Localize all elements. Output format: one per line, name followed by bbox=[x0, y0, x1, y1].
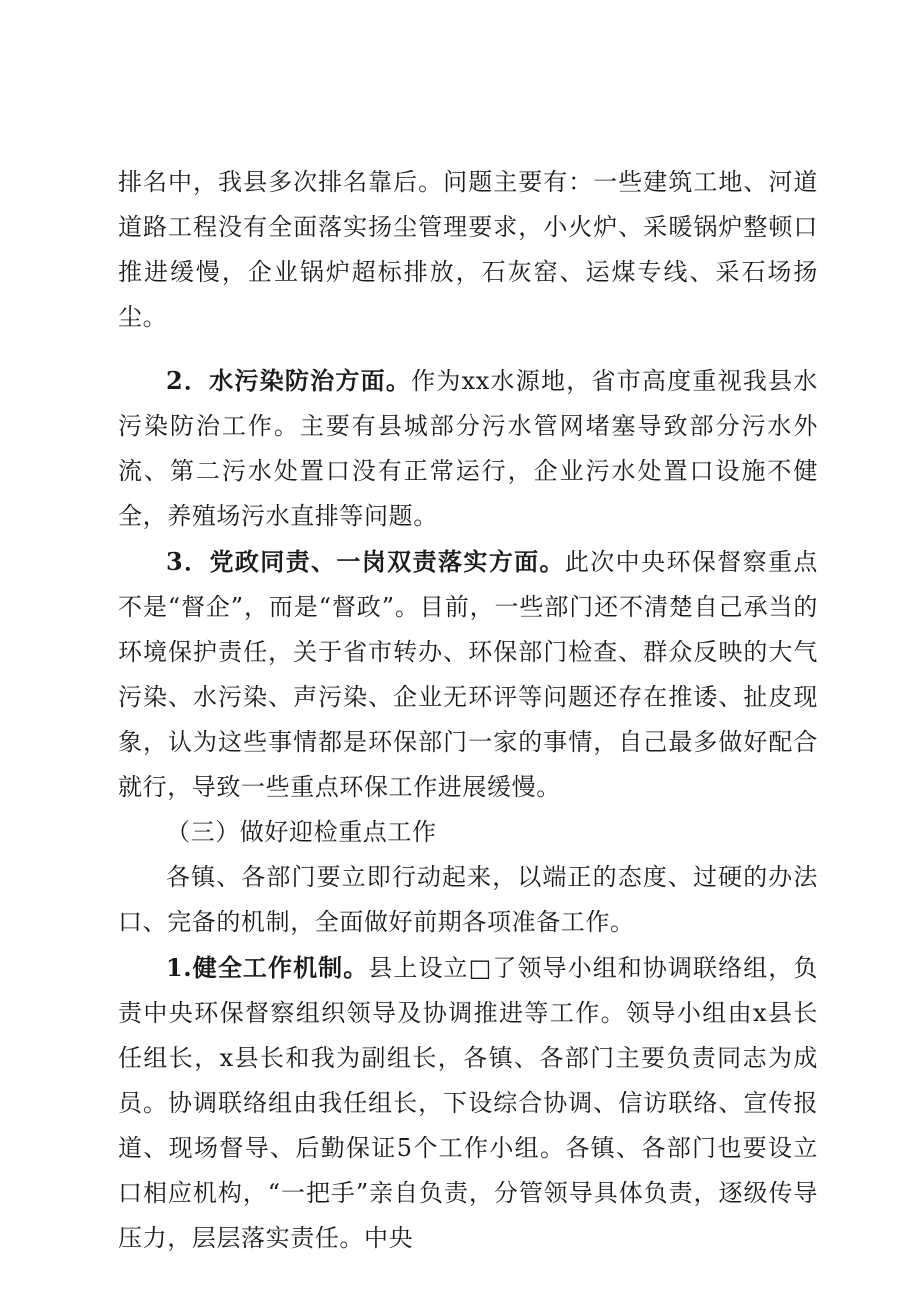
paragraph-3-text: 此次中央环保督察重点不是“督企”，而是“督政”。目前，一些部门还不清楚自己承当的环境保护责任，关于省市转办、环保部门检查、群众反映的大气污染、水污染、声污染、企业无环评等问题还存在推诿、扯皮现象，认为这些事情都是环保部门一家的事情，自己最多做好配合就行，导致一些重点环保工作进展缓慢。 bbox=[118, 548, 818, 801]
paragraph-2-text: 作为xx水源地，省市高度重视我县水污染防治工作。主要有县城部分污水管网堵塞导致部分污水外流、第二污水处置口没有正常运行，企业污水处置口设施不健全，养殖场污水直排等问题。 bbox=[118, 367, 818, 530]
paragraph-2 bbox=[118, 358, 818, 539]
paragraph-6-text: 县上设立□了领导小组和协调联络组，负责中央环保督察组织领导及协调推进等工作。领导小组由x县长任组长，x县长和我为副组长，各镇、各部门主要负责同志为成员。协调联络组由我任组长，下设综合协调、信访联络、宣传报道、现场督导、后勤保证5个工作小组。各镇、各部门也要设立口相应机构，“一把手”亲自负责，分管领导具体负责，逐级传导压力，层层落实责任。中央 bbox=[118, 954, 818, 1252]
paragraph-2-heading: 2．水污染防治方面。 bbox=[166, 366, 412, 395]
paragraph-1 bbox=[118, 160, 818, 340]
document-body bbox=[118, 160, 818, 1261]
paragraph-5-text: 各镇、各部门要立即行动起来，以端正的态度、过硬的办法口、完备的机制，全面做好前期各项准备工作。 bbox=[118, 863, 818, 936]
paragraph-6 bbox=[118, 945, 818, 1261]
section-heading-3 bbox=[118, 810, 818, 855]
section-heading-3-text: （三）做好迎检重点工作 bbox=[166, 818, 437, 846]
paragraph-1-text: 排名中，我县多次排名靠后。问题主要有：一些建筑工地、河道道路工程没有全面落实扬尘管理要求，小火炉、采暖锅炉整顿口推进缓慢，企业锅炉超标排放，石灰窑、运煤专线、采石场扬尘。 bbox=[118, 168, 818, 331]
paragraph-3 bbox=[118, 539, 818, 810]
paragraph-6-heading: 1.健全工作机制。 bbox=[166, 953, 369, 982]
paragraph-5 bbox=[118, 855, 818, 945]
paragraph-3-heading: 3．党政同责、一岗双责落实方面。 bbox=[166, 547, 565, 576]
